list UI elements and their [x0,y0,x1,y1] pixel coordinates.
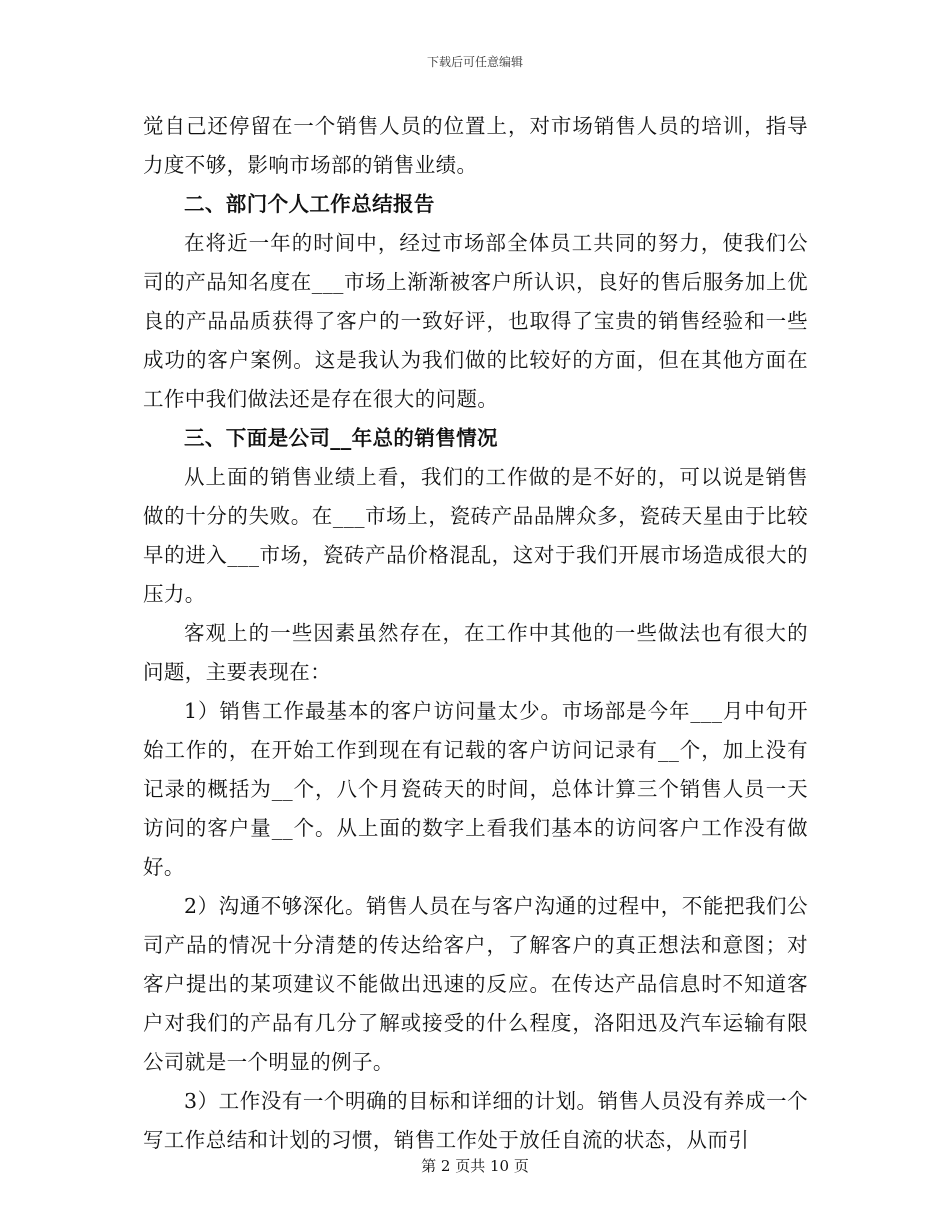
paragraph-market-overview: 在将近一年的时间中，经过市场部全体员工共同的努力，使我们公司的产品知名度在___市场上渐渐被客户所认识，良好的售后服务加上优良的产品品质获得了客户的一致好评，也取得了宝贵的销售经验和一些成功的客户案例。这是我认为我们做的比较好的方面，但在其他方面在工作中我们做法还是存在很大的问题。 [143,231,808,411]
paragraph-point-3: 3）工作没有一个明确的目标和详细的计划。销售人员没有养成一个写工作总结和计划的习惯，销售工作处于放任自流的状态，从而引 [143,1089,808,1152]
paragraph-point-2: 2）沟通不够深化。销售人员在与客户沟通的过程中，不能把我们公司产品的情况十分清楚的传达给客户，了解客户的真正想法和意图；对客户提出的某项建议不能做出迅速的反应。在传达产品信息时不知道客户对我们的产品有几分了解或接受的什么程度，洛阳迅及汽车运输有限公司就是一个明显的例子。 [143,894,808,1074]
document-body [143,107,808,1160]
paragraph-continuation: 觉自己还停留在一个销售人员的位置上，对市场销售人员的培训，指导力度不够，影响市场部的销售业绩。 [143,114,808,177]
paragraph-point-1: 1）销售工作最基本的客户访问量太少。市场部是今年___月中旬开始工作的，在开始工作到现在有记载的客户访问记录有__个，加上没有记录的概括为__个，八个月瓷砖天的时间，总体计算三个销售人员一天访问的客户量__个。从上面的数字上看我们基本的访问客户工作没有做好。 [143,699,808,879]
page-header-note: 下载后可任意编辑 [426,55,523,69]
paragraph-sales-performance: 从上面的销售业绩上看，我们的工作做的是不好的，可以说是销售做的十分的失败。在___市场上，瓷砖产品品牌众多，瓷砖天星由于比较早的进入___市场，瓷砖产品价格混乱，这对于我们开展市场造成很大的压力。 [143,465,808,606]
section-heading-2: 二、部门个人工作总结报告 [184,192,435,216]
page-number: 第 2 页共 10 页 [421,1157,529,1175]
section-heading-3: 三、下面是公司__年总的销售情况 [184,426,498,450]
paragraph-problems-intro: 客观上的一些因素虽然存在，在工作中其他的一些做法也有很大的问题，主要表现在： [143,621,808,684]
